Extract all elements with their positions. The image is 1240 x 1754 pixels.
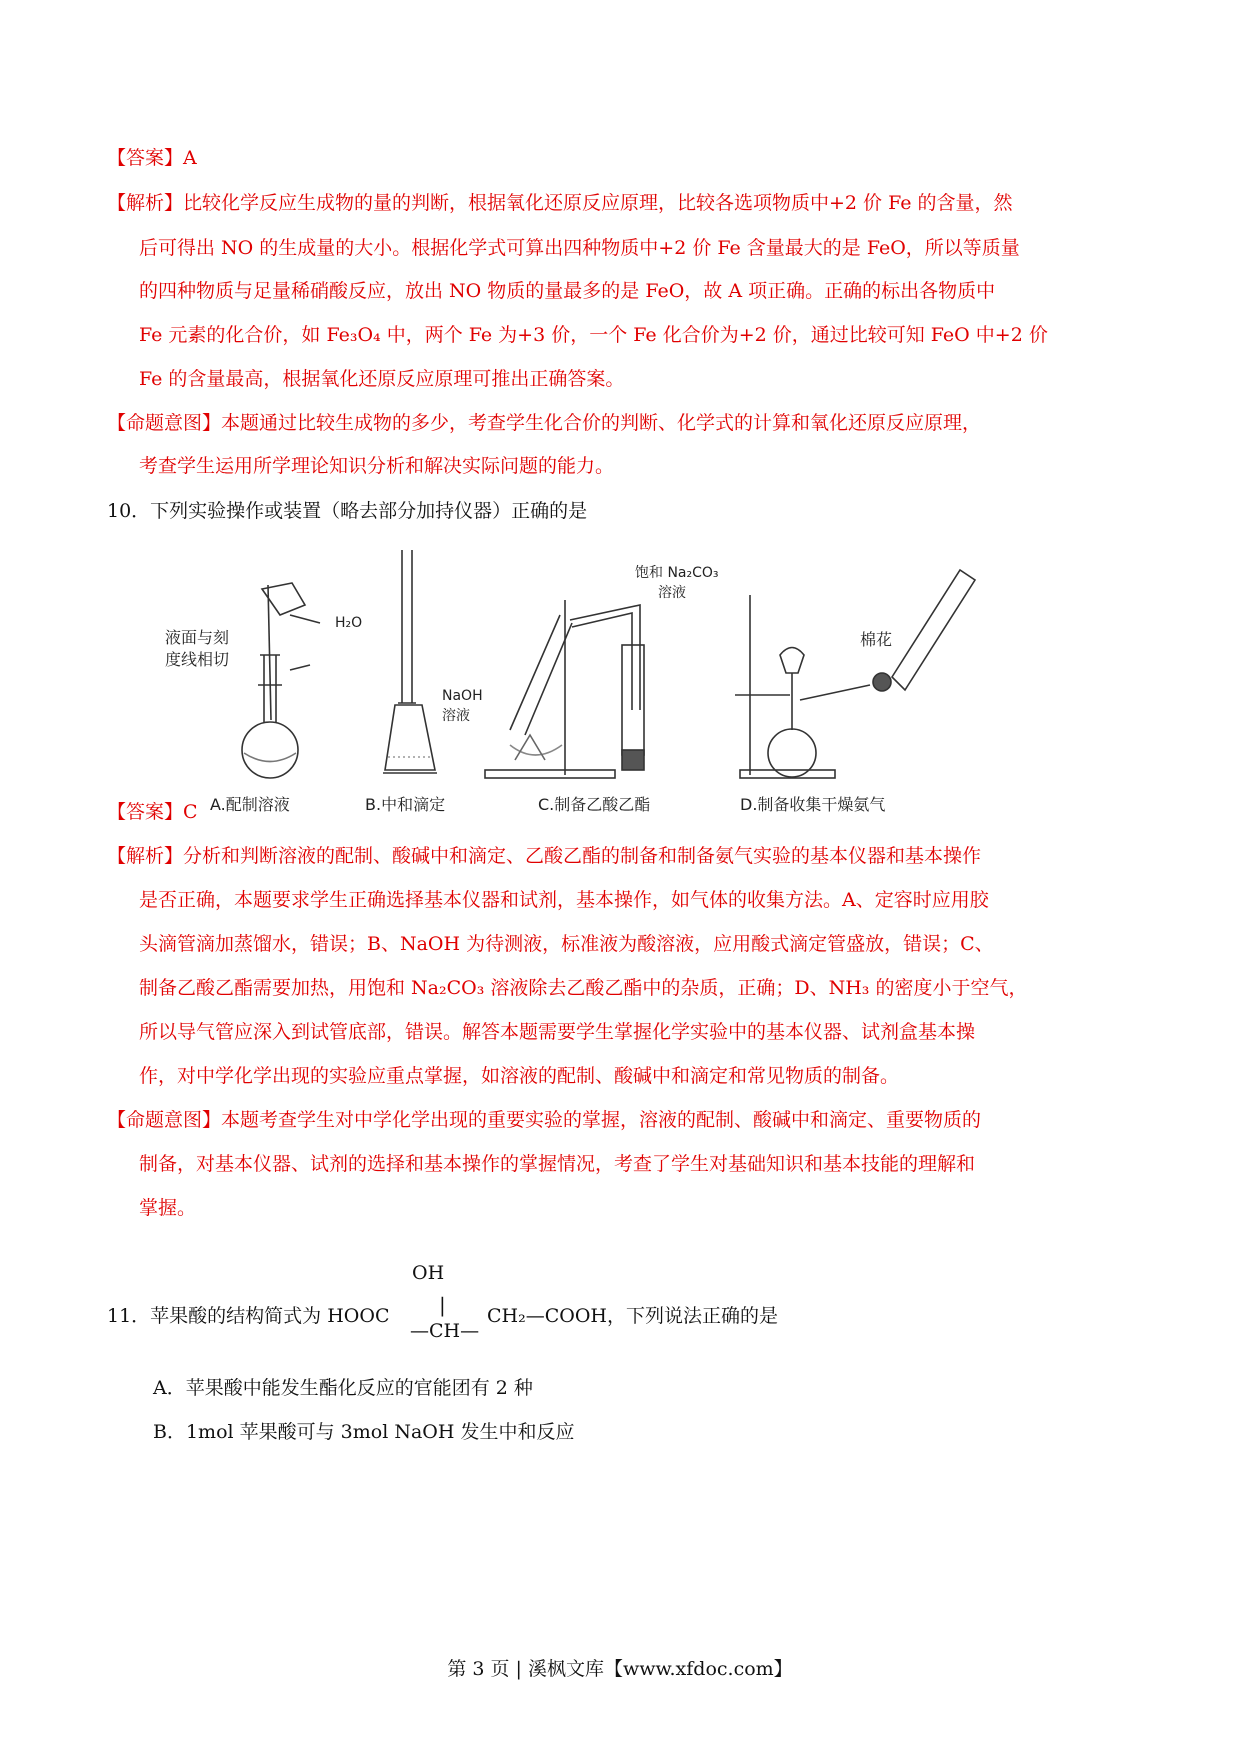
q10-answer: 【答案】C [107, 801, 198, 823]
q10-intent-line: 制备，对基本仪器、试剂的选择和基本操作的掌握情况，考查了学生对基础知识和基本技能的理解和 [139, 1153, 976, 1175]
q11-oh: OH [412, 1262, 445, 1284]
apparatus-c [485, 600, 644, 778]
apparatus-c-note: 溶液 [658, 585, 686, 601]
apparatus-b-label: B.中和滴定 [365, 795, 446, 814]
q9-analysis-line: Fe 的含量最高，根据氧化还原反应原理可推出正确答案。 [139, 368, 625, 390]
apparatus-b [383, 550, 437, 773]
q11-bond: | [439, 1293, 446, 1317]
q10-analysis-line: 所以导气管应深入到试管底部，错误。解答本题需要学生掌握化学实验中的基本仪器、试剂盒基本操 [139, 1021, 976, 1043]
q10-apparatus-figure [165, 565, 1100, 885]
apparatus-c-label: C.制备乙酸乙酯 [538, 795, 651, 814]
q9-analysis-line: 后可得出 NO 的生成量的大小。根据化学式可算出四种物质中+2 价 Fe 含量最大的是 FeO，所以等质量 [139, 237, 1020, 259]
apparatus-b-note: 溶液 [442, 708, 470, 724]
apparatus-a-label: A.配制溶液 [210, 795, 290, 814]
q9-intent-line: 【命题意图】本题通过比较生成物的多少，考查学生化合价的判断、化学式的计算和氧化还原反应原理， [107, 412, 982, 434]
q11-stem-start: 11．苹果酸的结构简式为 HOOC [107, 1305, 390, 1327]
apparatus-a-water: H₂O [335, 615, 363, 631]
q10-stem: 10．下列实验操作或装置（略去部分加持仪器）正确的是 [107, 500, 588, 522]
apparatus-c-note: 饱和 Na₂CO₃ [635, 565, 719, 581]
q10-analysis-line: 作，对中学化学出现的实验应重点掌握，如溶液的配制、酸碱中和滴定和常见物质的制备。 [139, 1065, 900, 1087]
q9-analysis-line: 【解析】比较化学反应生成物的量的判断，根据氧化还原反应原理，比较各选项物质中+2 价 Fe 的含量，然 [107, 192, 1013, 214]
q9-analysis-line: Fe 元素的化合价，如 Fe₃O₄ 中，两个 Fe 为+3 价，一个 Fe 化合价为+2 价，通过比较可知 FeO 中+2 价 [139, 324, 1048, 346]
q10-intent-line: 掌握。 [139, 1197, 197, 1219]
q9-intent-line: 考查学生运用所学理论知识分析和解决实际问题的能力。 [139, 455, 615, 477]
q11-option-a: A．苹果酸中能发生酯化反应的官能团有 2 种 [153, 1377, 533, 1399]
apparatus-b-note: NaOH [442, 688, 483, 704]
apparatus-a-note: 液面与刻 [165, 628, 230, 647]
q9-analysis-line: 的四种物质与足量稀硝酸反应，放出 NO 物质的量最多的是 FeO，故 A 项正确。正确的标出各物质中 [139, 280, 996, 302]
apparatus-a [242, 583, 320, 778]
q9-answer: 【答案】A [107, 147, 197, 169]
q10-analysis-line: 是否正确，本题要求学生正确选择基本仪器和试剂，基本操作，如气体的收集方法。A、定容时应用胶 [139, 889, 989, 911]
q11-option-b: B．1mol 苹果酸可与 3mol NaOH 发生中和反应 [153, 1421, 575, 1443]
apparatus-d [735, 570, 975, 778]
q11-ch: —CH— [410, 1320, 480, 1342]
q10-analysis-line: 制备乙酸乙酯需要加热，用饱和 Na₂CO₃ 溶液除去乙酸乙酯中的杂质，正确；D、NH₃ 的密度小于空气， [139, 977, 1028, 999]
apparatus-d-label: D.制备收集干燥氨气 [740, 795, 886, 814]
apparatus-a-note: 度线相切 [165, 650, 230, 669]
q11-stem-end: CH₂—COOH，下列说法正确的是 [487, 1305, 778, 1327]
apparatus-d-note: 棉花 [860, 630, 893, 649]
q10-intent-line: 【命题意图】本题考查学生对中学化学出现的重要实验的掌握，溶液的配制、酸碱中和滴定、重要物质的 [107, 1109, 982, 1131]
page-footer: 第 3 页 | 溪枫文库【www.xfdoc.com】 [447, 1658, 793, 1680]
q10-analysis-line: 头滴管滴加蒸馏水，错误；B、NaOH 为待测液，标准液为酸溶液，应用酸式滴定管盛放，错误；C、 [139, 933, 994, 955]
q10-analysis-line: 【解析】分析和判断溶液的配制、酸碱中和滴定、乙酸乙酯的制备和制备氨气实验的基本仪器和基本操作 [107, 845, 982, 867]
